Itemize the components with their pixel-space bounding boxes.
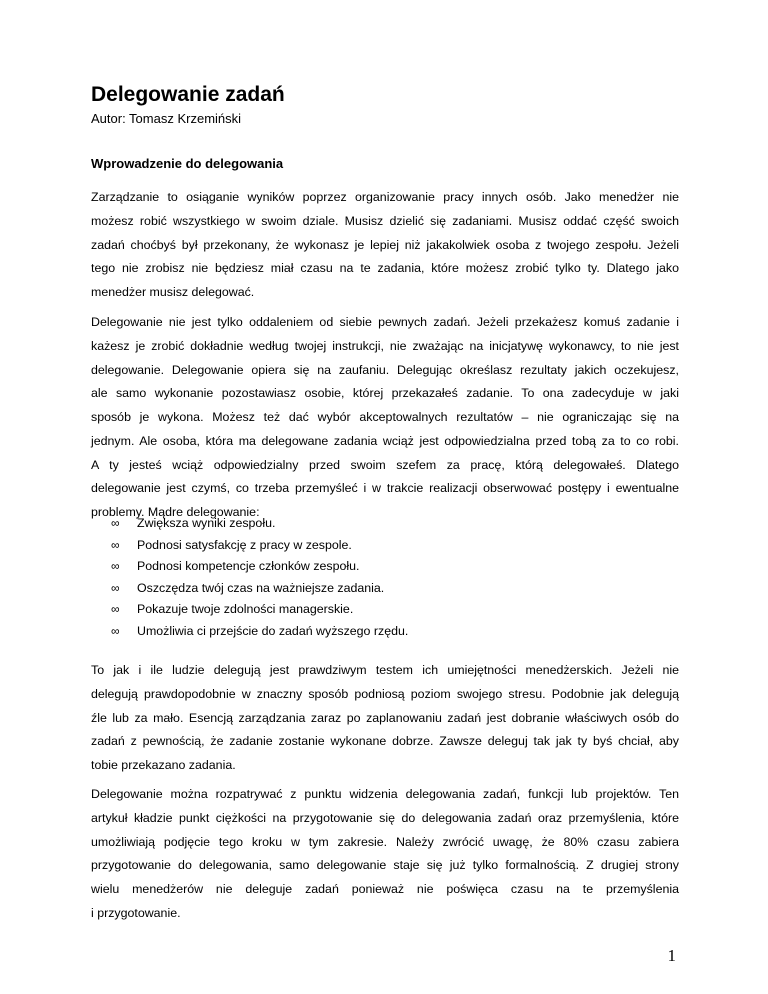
text-line: zadań choćbyś był przekonany, że wykonasz je lepiej niż jakakolwiek osoba z twojego zespołu. Jeżeli xyxy=(91,237,679,252)
text-line: artykuł kładzie punkt ciężkości na przygotowanie się do delegowania zadań oraz przemyślenia, które xyxy=(91,810,679,825)
paragraph-intro xyxy=(91,186,679,305)
text-line: i przygotowanie. xyxy=(91,905,181,920)
text-line: tego nie zrobisz nie będziesz miał czasu na te zadania, które możesz zrobić tylko ty. Dlatego jako xyxy=(91,261,679,276)
list-item xyxy=(91,621,408,643)
text-line: Zarządzanie to osiąganie wyników poprzez organizowanie pracy innych osób. Jako menedżer nie xyxy=(91,190,679,204)
text-line: problemy. Mądre delegowanie: xyxy=(91,505,260,519)
document-title: Delegowanie zadań xyxy=(91,83,285,106)
infinity-bullet-icon: ∞ xyxy=(111,580,120,595)
text-line: umożliwiają podjęcie tego kroku w tym zakresie. Należy zwrócić uwagę, że 80% czasu zabiera xyxy=(91,834,679,849)
list-item xyxy=(91,599,408,621)
text-line: każesz je zrobić dokładnie według twojej instrukcji, nie zważając na inicjatywę wykonawcy, to nie jest xyxy=(91,338,679,353)
author-line: Autor: Tomasz Krzemiński xyxy=(91,111,242,126)
list-item xyxy=(91,578,408,600)
infinity-bullet-icon: ∞ xyxy=(111,559,120,574)
text-line: delegują prawdopodobnie w znaczny sposób podniosą poziom swojego stresu. Podobnie jak delegują xyxy=(91,686,679,701)
paragraph-perspective xyxy=(91,783,679,926)
list-item-text: Zwiększa wyniki zespołu. xyxy=(137,516,276,530)
list-item-text: Pokazuje twoje zdolności managerskie. xyxy=(137,602,354,617)
text-line: menedżer musisz delegować. xyxy=(91,285,255,299)
text-line: przygotowanie do delegowania, samo delegowanie staje się już tylko formalnością. Z drugiej strony xyxy=(91,858,679,873)
infinity-bullet-icon: ∞ xyxy=(111,602,120,617)
list-item xyxy=(91,556,408,578)
list-item-text: Umożliwia ci przejście do zadań wyższego rzędu. xyxy=(137,623,409,638)
text-line: sposób je wykona. Możesz też dać wybór akceptowalnych rezultatów – nie ograniczając się na xyxy=(91,410,679,424)
text-line: delegowanie. Delegowanie opiera się na zaufaniu. Delegując określasz rezultaty jakich oczekujesz, xyxy=(91,362,679,377)
text-line: To jak i ile ludzie delegują jest prawdziwym testem ich umiejętności menedżerskich. Jeżeli nie xyxy=(91,663,679,677)
page-number: 1 xyxy=(667,946,676,965)
text-line: zadań z pewnością, że zadanie zostanie wykonane dobrze. Zawsze deleguj tak jak ty byś chciał, aby xyxy=(91,734,679,749)
text-line: ale samo wykonanie pozostawiasz osobie, której przekazałeś zadanie. To ona zadecyduje w jaki xyxy=(91,386,679,401)
list-item-text: Podnosi satysfakcję z pracy w zespole. xyxy=(137,537,352,552)
paragraph-definition xyxy=(91,311,679,525)
text-line: możesz robić wszystkiego w swoim dziale. Musisz dzielić się zadaniami. Musisz oddać część swoich xyxy=(91,213,679,228)
list-item xyxy=(91,513,408,535)
infinity-bullet-icon: ∞ xyxy=(111,537,120,552)
section-heading: Wprowadzenie do delegowania xyxy=(91,156,284,171)
benefits-list xyxy=(91,513,408,643)
text-line: Delegowanie można rozpatrywać z punktu widzenia delegowania zadań, funkcji lub projektów. Ten xyxy=(91,787,679,801)
list-item-text: Oszczędza twój czas na ważniejsze zadania. xyxy=(137,580,385,595)
text-line: Delegowanie nie jest tylko oddaleniem od siebie pewnych zadań. Jeżeli przekażesz komuś zadanie i xyxy=(91,315,679,329)
infinity-bullet-icon: ∞ xyxy=(111,516,120,530)
text-line: źle lub za mało. Esencją zarządzania zaraz po zaplanowaniu zadań jest dobranie właściwych osób do xyxy=(91,710,679,725)
list-item xyxy=(91,535,408,557)
text-line: wielu menedżerów nie deleguje zadań ponieważ nie poświęca czasu na te przemyślenia xyxy=(91,882,679,896)
text-line: delegowanie jest czymś, co trzeba przemyśleć i w trakcie realizacji obserwować postępy i ewentualne xyxy=(91,481,679,496)
text-line: tobie przekazano zadania. xyxy=(91,758,236,772)
text-line: A ty jesteś wciąż odpowiedzialny przed swoim szefem za pracę, którą delegowałeś. Dlatego xyxy=(91,457,679,472)
infinity-bullet-icon: ∞ xyxy=(111,623,120,638)
text-line: jednym. Ale osoba, która ma delegowane zadania wciąż jest odpowiedzialna przed tobą za to co robi. xyxy=(91,433,679,448)
paragraph-test xyxy=(91,659,679,778)
list-item-text: Podnosi kompetencje członków zespołu. xyxy=(137,559,360,574)
